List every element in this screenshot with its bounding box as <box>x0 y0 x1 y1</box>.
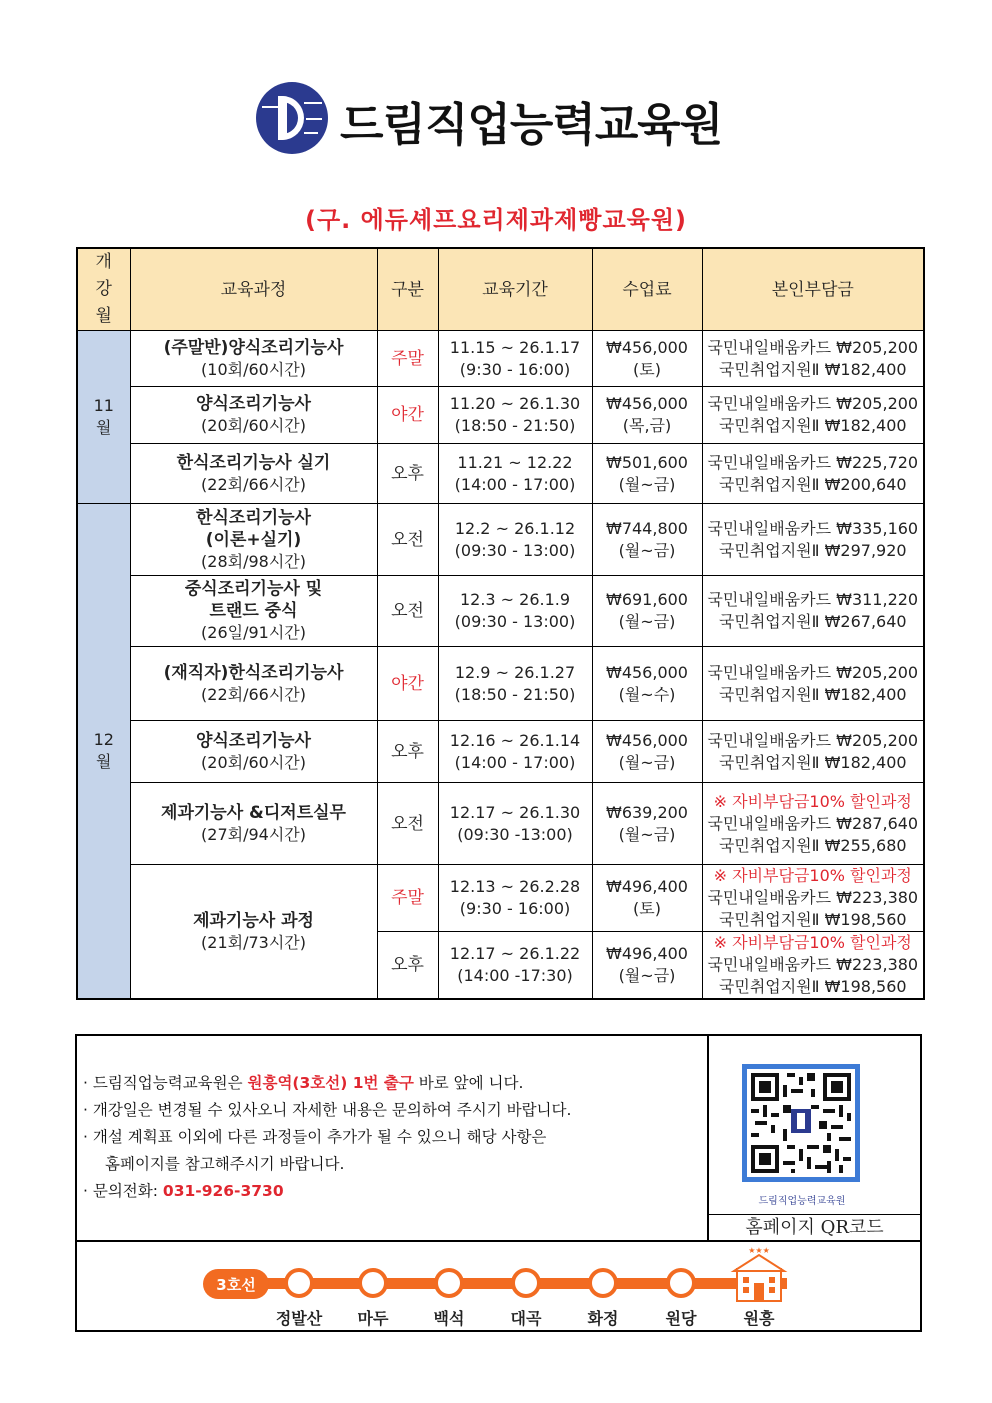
fee-amount: ₩456,000 <box>606 394 688 413</box>
period-cell <box>438 444 592 504</box>
fee-cell <box>592 504 702 576</box>
period-dates: 12.13 ~ 26.2.28 <box>449 877 581 896</box>
period-time: (09:30 -13:00) <box>457 824 573 844</box>
type-cell: 오후 <box>377 932 438 1000</box>
course-cell <box>130 721 377 783</box>
course-name: 양식조리기능사 <box>196 394 311 414</box>
fee-amount: ₩456,000 <box>606 337 688 357</box>
header-copay: 본인부담금 <box>702 248 924 331</box>
period-dates: 12.17 ~ 26.1.22 <box>449 944 581 963</box>
copay-cell <box>702 387 924 444</box>
subtitle: (구. 에듀셰프요리제과제빵교육원) <box>305 206 687 234</box>
course-sessions: (28회/98시간) <box>201 551 306 571</box>
header <box>0 78 992 158</box>
fee-days: (월~금) <box>618 824 676 844</box>
copay-cell <box>702 576 924 647</box>
type-cell: 야간 <box>377 647 438 721</box>
copay-support: 국민취업지원Ⅱ ₩200,640 <box>718 474 907 494</box>
copay-support: 국민취업지원Ⅱ ₩182,400 <box>718 359 907 379</box>
course-cell <box>130 444 377 504</box>
copay-card: 국민내일배움카드 ₩225,720 <box>707 452 919 472</box>
copay-card: 국민내일배움카드 ₩335,160 <box>707 518 919 538</box>
period-dates: 11.15 ~ 26.1.17 <box>449 337 581 357</box>
type-cell: 야간 <box>377 387 438 444</box>
qr-label: 홈페이지 QR코드 <box>709 1214 920 1241</box>
course-cell <box>130 387 377 444</box>
header-course: 교육과정 <box>130 248 377 331</box>
copay-support: 국민취업지원Ⅱ ₩182,400 <box>718 752 907 772</box>
period-dates: 11.20 ~ 26.1.30 <box>449 394 581 413</box>
note-schedule-change: · 개강일은 변경될 수 있사오니 자세한 내용은 문의하여 주시기 바랍니다. <box>83 1101 572 1119</box>
station-label: 정발산 <box>275 1309 323 1328</box>
copay-card: 국민내일배움카드 ₩223,380 <box>707 888 919 907</box>
copay-cell <box>702 444 924 504</box>
copay-support: 국민취업지원Ⅱ ₩255,680 <box>718 835 907 855</box>
station-label: 마두 <box>357 1309 389 1328</box>
type-cell: 오후 <box>377 444 438 504</box>
copay-cell <box>702 721 924 783</box>
period-cell <box>438 932 592 1000</box>
course-name: (이론+실기) <box>205 529 302 550</box>
svg-text:★★★: ★★★ <box>748 1246 770 1255</box>
fee-cell <box>592 387 702 444</box>
month-cell: 12 월 <box>77 504 130 1000</box>
station-label: 백석 <box>433 1309 465 1328</box>
fee-amount: ₩496,400 <box>606 877 688 896</box>
period-time: (18:50 - 21:50) <box>454 684 576 704</box>
fee-days: (토) <box>633 899 661 918</box>
logo-text: 드림직업능력교육원 <box>340 98 723 151</box>
fee-days: (월~금) <box>618 612 676 631</box>
fee-days: (월~금) <box>618 474 676 494</box>
station-label: 원당 <box>665 1309 697 1328</box>
course-name: 양식조리기능사 <box>196 730 311 751</box>
station-building-icon <box>734 1246 784 1301</box>
discount-notice: ※ 자비부담금10% 할인과정 <box>713 791 912 811</box>
type-cell: 오전 <box>377 783 438 865</box>
discount-notice: ※ 자비부담금10% 할인과정 <box>713 933 912 952</box>
copay-support: 국민취업지원Ⅱ ₩267,640 <box>718 612 907 631</box>
course-name: 제과기능사 &디저트실무 <box>161 802 346 823</box>
fee-amount: ₩744,800 <box>606 518 688 538</box>
fee-days: (월~수) <box>618 684 676 704</box>
period-dates: 12.3 ~ 26.1.9 <box>459 590 571 609</box>
period-dates: 12.9 ~ 26.1.27 <box>454 662 576 682</box>
course-sessions: (20회/60시간) <box>201 416 306 435</box>
discount-notice: ※ 자비부담금10% 할인과정 <box>713 866 912 885</box>
schedule-table <box>76 247 925 1000</box>
station-marker <box>668 1270 694 1296</box>
period-time: (14:00 - 17:00) <box>454 474 576 494</box>
table-row <box>77 647 924 721</box>
copay-support: 국민취업지원Ⅱ ₩198,560 <box>718 977 907 996</box>
station-label: 화정 <box>587 1309 619 1328</box>
copay-cell <box>702 504 924 576</box>
fee-amount: ₩501,600 <box>606 452 688 472</box>
period-dates: 12.16 ~ 26.1.14 <box>449 730 581 750</box>
subway-map <box>77 1242 920 1332</box>
station-label: 대곡 <box>510 1309 542 1328</box>
copay-card: 국민내일배움카드 ₩223,380 <box>707 955 919 974</box>
course-sessions: (22회/66시간) <box>201 474 306 494</box>
table-header-row <box>77 248 924 331</box>
course-sessions: (27회/94시간) <box>201 824 306 844</box>
fee-cell <box>592 576 702 647</box>
copay-support: 국민취업지원Ⅱ ₩297,920 <box>718 540 907 560</box>
copay-cell <box>702 783 924 865</box>
logo-icon <box>256 82 328 154</box>
notice-box <box>75 1034 922 1332</box>
course-cell <box>130 504 377 576</box>
fee-cell <box>592 331 702 387</box>
course-cell <box>130 331 377 387</box>
copay-support: 국민취업지원Ⅱ ₩182,400 <box>718 684 907 704</box>
period-cell <box>438 647 592 721</box>
month-cell: 11 월 <box>77 331 130 504</box>
period-cell <box>438 387 592 444</box>
course-sessions: (22회/66시간) <box>201 684 306 704</box>
header-type: 구분 <box>377 248 438 331</box>
type-cell: 오전 <box>377 504 438 576</box>
table-row <box>77 387 924 444</box>
header-fee: 수업료 <box>592 248 702 331</box>
copay-cell <box>702 331 924 387</box>
fee-cell <box>592 647 702 721</box>
copay-cell <box>702 647 924 721</box>
fee-amount: ₩456,000 <box>606 730 688 750</box>
copay-cell <box>702 932 924 1000</box>
course-name: 한식조리기능사 실기 <box>176 452 331 473</box>
course-sessions: (21회/73시간) <box>201 932 306 952</box>
copay-support: 국민취업지원Ⅱ ₩198,560 <box>718 910 907 929</box>
station-marker <box>360 1270 386 1296</box>
course-sessions: (10회/60시간) <box>201 359 306 379</box>
fee-cell <box>592 721 702 783</box>
note-additional-courses: · 개설 계획표 이외에 다른 과정들이 추가가 될 수 있으니 해당 사항은 <box>83 1128 547 1146</box>
fee-cell <box>592 783 702 865</box>
period-dates: 12.17 ~ 26.1.30 <box>449 802 581 822</box>
copay-card: 국민내일배움카드 ₩205,200 <box>707 662 919 682</box>
fee-cell <box>592 932 702 1000</box>
copay-card: 국민내일배움카드 ₩287,640 <box>707 813 919 833</box>
period-time: (09:30 - 13:00) <box>454 540 576 560</box>
table-row <box>77 865 924 932</box>
notes <box>83 1070 571 1205</box>
header-period: 교육기간 <box>438 248 592 331</box>
course-cell <box>130 647 377 721</box>
table-row <box>77 721 924 783</box>
type-cell: 오전 <box>377 576 438 647</box>
fee-days: (토) <box>633 359 661 379</box>
period-cell <box>438 331 592 387</box>
fee-days: (월~금) <box>618 540 676 560</box>
type-cell: 주말 <box>377 865 438 932</box>
period-cell <box>438 783 592 865</box>
course-cell <box>130 576 377 647</box>
fee-days: (월~금) <box>618 966 676 985</box>
period-time: (9:30 - 16:00) <box>459 359 571 379</box>
fee-amount: ₩456,000 <box>606 662 688 682</box>
fee-amount: ₩496,400 <box>606 944 688 963</box>
copay-support: 국민취업지원Ⅱ ₩182,400 <box>718 416 907 435</box>
table-row <box>77 444 924 504</box>
table-row <box>77 504 924 576</box>
copay-card: 국민내일배움카드 ₩205,200 <box>707 337 919 357</box>
course-name: 트랜드 중식 <box>209 601 298 621</box>
note-location: · 드림직업능력교육원은 원흥역(3호선) 1번 출구 바로 앞에 니다. <box>83 1074 524 1092</box>
period-cell <box>438 576 592 647</box>
fee-cell <box>592 444 702 504</box>
period-cell <box>438 721 592 783</box>
note-homepage: 홈페이지를 참고해주시기 바랍니다. <box>105 1155 345 1173</box>
type-cell: 주말 <box>377 331 438 387</box>
course-cell <box>130 865 377 1000</box>
course-name: 한식조리기능사 <box>196 507 311 528</box>
table-row <box>77 331 924 387</box>
period-time: (9:30 - 16:00) <box>459 899 571 918</box>
fee-amount: ₩639,200 <box>606 802 688 822</box>
fee-cell <box>592 865 702 932</box>
course-name: (주말반)양식조리기능사 <box>163 337 344 358</box>
course-sessions: (20회/60시간) <box>201 752 306 772</box>
qr-caption-small: 드림직업능력교육원 <box>758 1196 846 1207</box>
period-cell <box>438 504 592 576</box>
station-marker <box>513 1270 539 1296</box>
station-marker <box>590 1270 616 1296</box>
type-cell: 오후 <box>377 721 438 783</box>
copay-card: 국민내일배움카드 ₩205,200 <box>707 730 919 750</box>
copay-card: 국민내일배움카드 ₩311,220 <box>707 590 919 609</box>
station-marker <box>436 1270 462 1296</box>
period-time: (18:50 - 21:50) <box>454 416 576 435</box>
period-dates: 11.21 ~ 12.22 <box>457 452 573 472</box>
copay-cell <box>702 865 924 932</box>
table-row <box>77 783 924 865</box>
copay-card: 국민내일배움카드 ₩205,200 <box>707 394 919 413</box>
course-sessions: (26일/91시간) <box>201 623 306 642</box>
period-cell <box>438 865 592 932</box>
fee-amount: ₩691,600 <box>606 590 688 609</box>
header-month: 개 강 월 <box>77 248 130 331</box>
fee-days: (목,금) <box>622 416 672 435</box>
period-time: (14:00 - 17:00) <box>454 752 576 772</box>
subway-line-badge-text: 3호선 <box>216 1276 256 1294</box>
qr-code-icon[interactable] <box>742 1064 860 1182</box>
period-time: (09:30 - 13:00) <box>454 612 576 631</box>
course-name: 중식조리기능사 및 <box>184 579 323 599</box>
period-dates: 12.2 ~ 26.1.12 <box>454 518 576 538</box>
course-cell <box>130 783 377 865</box>
station-marker <box>286 1270 312 1296</box>
table-row <box>77 576 924 647</box>
period-time: (14:00 -17:30) <box>457 966 573 985</box>
note-phone: · 문의전화: 031-926-3730 <box>83 1182 284 1200</box>
divider-vertical <box>707 1036 709 1240</box>
course-name: 제과기능사 과정 <box>193 910 314 931</box>
station-label: 원흥 <box>743 1309 775 1328</box>
course-name: (재직자)한식조리기능사 <box>163 662 344 683</box>
fee-days: (월~금) <box>618 752 676 772</box>
